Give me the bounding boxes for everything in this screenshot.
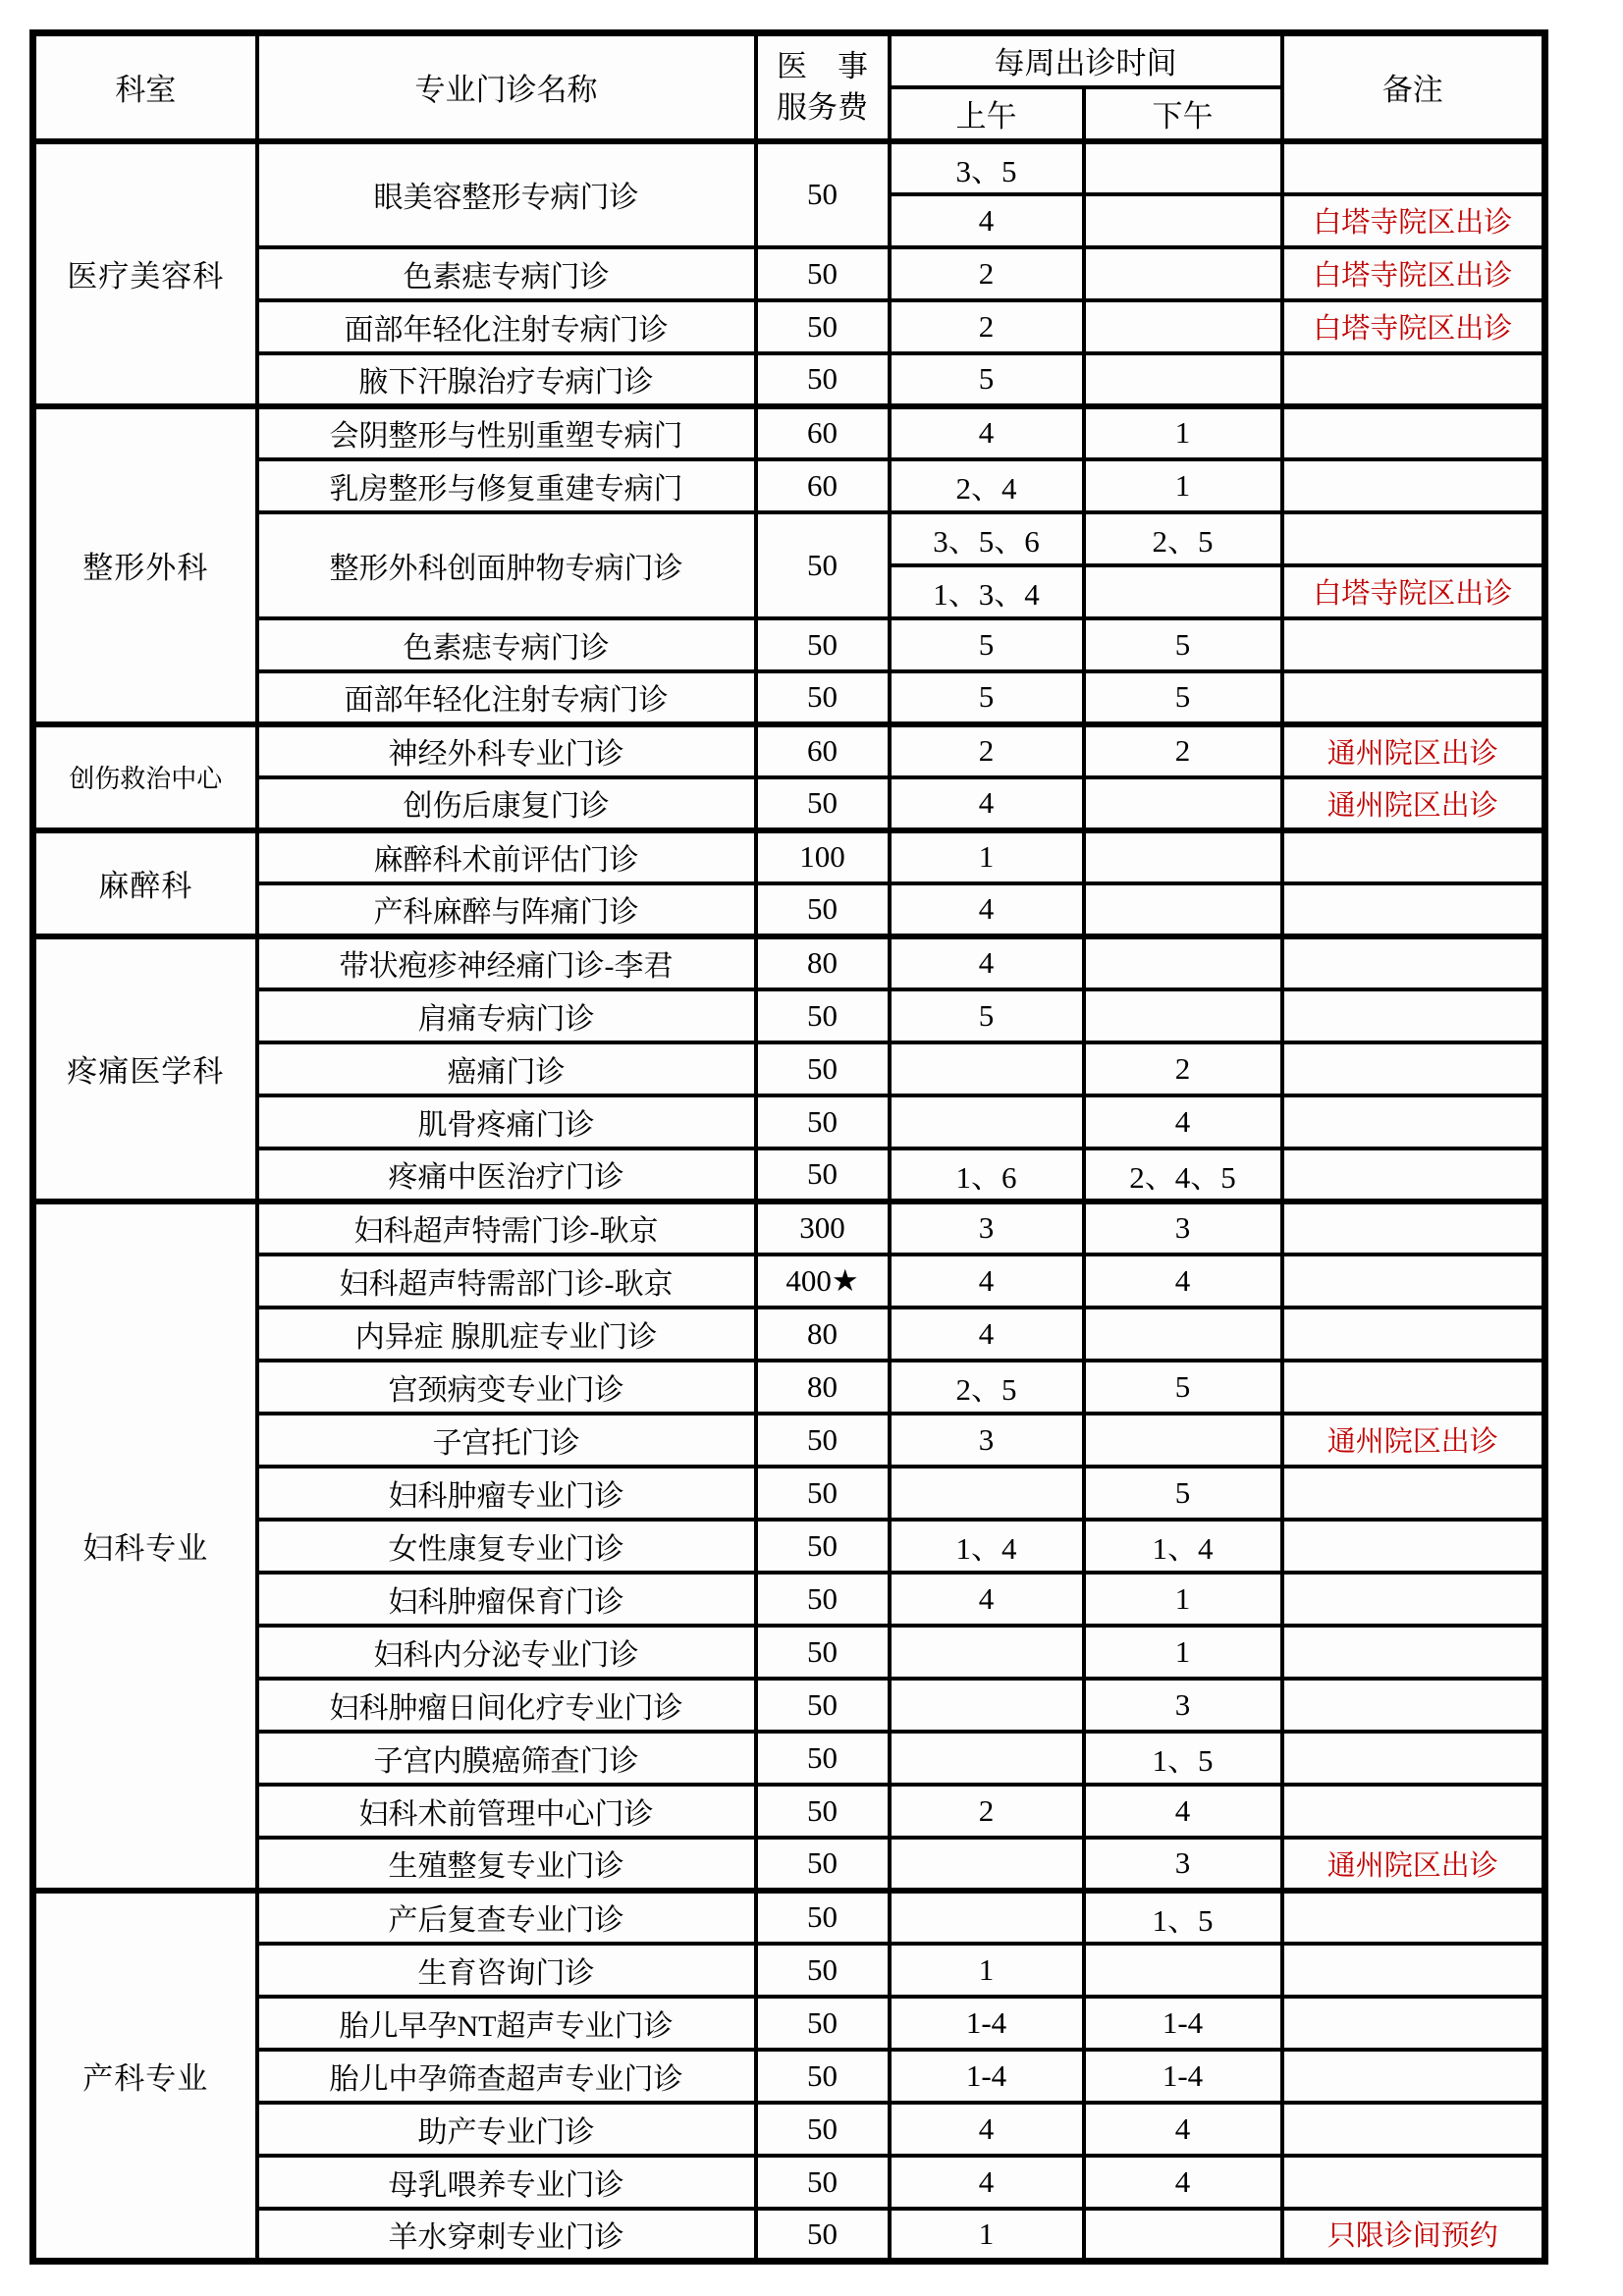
pm-cell: 1 (1084, 406, 1282, 459)
clinic-name-cell: 会阴整形与性别重塑专病门 (257, 406, 756, 459)
table-row (33, 883, 1545, 936)
table-row (33, 1891, 1545, 1944)
remark-cell (1282, 1361, 1545, 1414)
pm-cell: 3 (1084, 1201, 1282, 1255)
fee-cell: 50 (756, 300, 890, 353)
pm-cell (1084, 883, 1282, 936)
fee-cell: 80 (756, 1361, 890, 1414)
clinic-name-cell: 面部年轻化注射专病门诊 (257, 671, 756, 724)
remark-cell (1282, 2156, 1545, 2209)
remark-cell (1282, 1308, 1545, 1361)
fee-cell: 50 (756, 1520, 890, 1573)
clinic-name-cell: 子宫内膜癌筛查门诊 (257, 1732, 756, 1785)
col-header-remark: 备注 (1282, 33, 1545, 141)
remark-cell (1282, 1732, 1545, 1785)
clinic-name-cell: 产后复查专业门诊 (257, 1891, 756, 1944)
fee-cell: 50 (756, 1732, 890, 1785)
table-row (33, 1308, 1545, 1361)
fee-cell: 50 (756, 1095, 890, 1148)
am-cell: 2 (890, 1785, 1084, 1838)
am-cell: 4 (890, 1573, 1084, 1626)
remark-cell: 白塔寺院区出诊 (1282, 565, 1545, 618)
pm-cell (1084, 141, 1282, 194)
remark-cell (1282, 1042, 1545, 1095)
col-header-department: 科室 (33, 33, 257, 141)
am-cell (890, 1891, 1084, 1944)
fee-cell: 80 (756, 936, 890, 989)
pm-cell: 2、4、5 (1084, 1148, 1282, 1201)
fee-cell: 50 (756, 2103, 890, 2156)
am-cell: 2、5 (890, 1361, 1084, 1414)
clinic-name-cell: 母乳喂养专业门诊 (257, 2156, 756, 2209)
remark-cell: 白塔寺院区出诊 (1282, 247, 1545, 300)
fee-cell: 400★ (756, 1255, 890, 1308)
am-cell: 4 (890, 1308, 1084, 1361)
am-cell (890, 1732, 1084, 1785)
fee-cell: 50 (756, 1573, 890, 1626)
am-cell (890, 1626, 1084, 1679)
table-row (33, 1679, 1545, 1732)
pm-cell: 1 (1084, 1626, 1282, 1679)
remark-cell (1282, 1573, 1545, 1626)
remark-cell (1282, 830, 1545, 883)
clinic-name-cell: 内异症 腺肌症专业门诊 (257, 1308, 756, 1361)
table-row (33, 1361, 1545, 1414)
fee-cell: 50 (756, 353, 890, 406)
remark-cell (1282, 1201, 1545, 1255)
table-row (33, 2103, 1545, 2156)
remark-cell (1282, 1255, 1545, 1308)
col-header-pm: 下午 (1084, 87, 1282, 141)
table-row (33, 1838, 1545, 1891)
remark-cell (1282, 512, 1545, 565)
fee-cell: 50 (756, 1891, 890, 1944)
fee-cell: 50 (756, 2209, 890, 2262)
table-row (33, 1785, 1545, 1838)
pm-cell (1084, 353, 1282, 406)
clinic-name-cell: 色素痣专病门诊 (257, 247, 756, 300)
clinic-name-cell: 羊水穿刺专业门诊 (257, 2209, 756, 2262)
am-cell: 4 (890, 406, 1084, 459)
clinic-name-cell: 子宫托门诊 (257, 1414, 756, 1467)
remark-cell (1282, 1944, 1545, 1997)
pm-cell: 4 (1084, 2103, 1282, 2156)
fee-cell: 50 (756, 247, 890, 300)
pm-cell: 4 (1084, 2156, 1282, 2209)
clinic-name-cell: 神经外科专业门诊 (257, 724, 756, 777)
table-row (33, 353, 1545, 406)
am-cell: 4 (890, 2103, 1084, 2156)
am-cell (890, 1838, 1084, 1891)
am-cell: 1-4 (890, 1997, 1084, 2050)
table-row (33, 1732, 1545, 1785)
fee-cell: 300 (756, 1201, 890, 1255)
col-header-am: 上午 (890, 87, 1084, 141)
pm-cell: 4 (1084, 1785, 1282, 1838)
table-row (33, 936, 1545, 989)
pm-cell: 2 (1084, 1042, 1282, 1095)
table-row (33, 1520, 1545, 1573)
department-cell: 整形外科 (33, 406, 257, 724)
table-row (33, 724, 1545, 777)
pm-cell: 1、5 (1084, 1732, 1282, 1785)
fee-cell: 50 (756, 1944, 890, 1997)
remark-cell: 白塔寺院区出诊 (1282, 300, 1545, 353)
am-cell: 2 (890, 300, 1084, 353)
remark-cell (1282, 1520, 1545, 1573)
table-row (33, 512, 1545, 565)
fee-cell: 60 (756, 724, 890, 777)
fee-cell: 50 (756, 2156, 890, 2209)
table-row (33, 1573, 1545, 1626)
am-cell: 4 (890, 2156, 1084, 2209)
table-row (33, 2209, 1545, 2262)
remark-cell (1282, 406, 1545, 459)
pm-cell: 1-4 (1084, 2050, 1282, 2103)
remark-cell (1282, 1626, 1545, 1679)
clinic-name-cell: 肌骨疼痛门诊 (257, 1095, 756, 1148)
pm-cell (1084, 830, 1282, 883)
clinic-name-cell: 创伤后康复门诊 (257, 777, 756, 830)
pm-cell (1084, 1308, 1282, 1361)
clinic-name-cell: 女性康复专业门诊 (257, 1520, 756, 1573)
remark-cell (1282, 1679, 1545, 1732)
fee-cell: 80 (756, 1308, 890, 1361)
am-cell (890, 1467, 1084, 1520)
table-row (33, 1626, 1545, 1679)
col-header-clinic-name: 专业门诊名称 (257, 33, 756, 141)
table-row (33, 777, 1545, 830)
clinic-name-cell: 胎儿早孕NT超声专业门诊 (257, 1997, 756, 2050)
pm-cell: 5 (1084, 618, 1282, 671)
am-cell: 1、4 (890, 1520, 1084, 1573)
department-cell: 创伤救治中心 (33, 724, 257, 830)
clinic-name-cell: 助产专业门诊 (257, 2103, 756, 2156)
pm-cell: 1-4 (1084, 1997, 1282, 2050)
remark-cell (1282, 1997, 1545, 2050)
remark-cell (1282, 2050, 1545, 2103)
remark-cell: 通州院区出诊 (1282, 1414, 1545, 1467)
pm-cell (1084, 194, 1282, 247)
am-cell: 5 (890, 671, 1084, 724)
pm-cell: 1 (1084, 1573, 1282, 1626)
clinic-name-cell: 带状疱疹神经痛门诊-李君 (257, 936, 756, 989)
table-row (33, 1148, 1545, 1201)
remark-cell (1282, 1148, 1545, 1201)
pm-cell (1084, 300, 1282, 353)
am-cell: 4 (890, 777, 1084, 830)
fee-cell: 50 (756, 1467, 890, 1520)
table-row (33, 2156, 1545, 2209)
clinic-name-cell: 整形外科创面肿物专病门诊 (257, 512, 756, 618)
pm-cell (1084, 2209, 1282, 2262)
fee-cell: 50 (756, 618, 890, 671)
fee-cell: 50 (756, 883, 890, 936)
remark-cell (1282, 618, 1545, 671)
clinic-name-cell: 乳房整形与修复重建专病门 (257, 459, 756, 512)
col-header-fee-line1: 医 事 (777, 48, 868, 83)
remark-cell: 通州院区出诊 (1282, 724, 1545, 777)
pm-cell: 2、5 (1084, 512, 1282, 565)
remark-cell (1282, 141, 1545, 194)
am-cell: 1-4 (890, 2050, 1084, 2103)
clinic-name-cell: 腋下汗腺治疗专病门诊 (257, 353, 756, 406)
pm-cell: 4 (1084, 1095, 1282, 1148)
table-row (33, 1997, 1545, 2050)
remark-cell: 通州院区出诊 (1282, 1838, 1545, 1891)
am-cell: 2、4 (890, 459, 1084, 512)
remark-cell (1282, 671, 1545, 724)
am-cell: 1 (890, 2209, 1084, 2262)
am-cell: 3、5 (890, 141, 1084, 194)
am-cell: 5 (890, 618, 1084, 671)
table-row (33, 618, 1545, 671)
table-row (33, 141, 1545, 194)
pm-cell: 5 (1084, 671, 1282, 724)
fee-cell: 50 (756, 2050, 890, 2103)
clinic-name-cell: 妇科内分泌专业门诊 (257, 1626, 756, 1679)
clinic-name-cell: 妇科术前管理中心门诊 (257, 1785, 756, 1838)
fee-cell: 100 (756, 830, 890, 883)
clinic-name-cell: 疼痛中医治疗门诊 (257, 1148, 756, 1201)
table-row (33, 406, 1545, 459)
clinic-name-cell: 生殖整复专业门诊 (257, 1838, 756, 1891)
am-cell: 1 (890, 1944, 1084, 1997)
fee-cell: 50 (756, 512, 890, 618)
department-cell: 疼痛医学科 (33, 936, 257, 1201)
pm-cell: 1 (1084, 459, 1282, 512)
remark-cell (1282, 1095, 1545, 1148)
clinic-schedule-table (29, 29, 1548, 2265)
am-cell: 4 (890, 1255, 1084, 1308)
schedule-table-body (33, 141, 1545, 2262)
remark-cell: 白塔寺院区出诊 (1282, 194, 1545, 247)
remark-cell (1282, 1891, 1545, 1944)
remark-cell: 只限诊间预约 (1282, 2209, 1545, 2262)
department-cell: 妇科专业 (33, 1201, 257, 1891)
table-row (33, 830, 1545, 883)
table-row (33, 1414, 1545, 1467)
fee-cell: 60 (756, 459, 890, 512)
am-cell: 5 (890, 353, 1084, 406)
pm-cell: 3 (1084, 1679, 1282, 1732)
fee-cell: 50 (756, 1626, 890, 1679)
clinic-name-cell: 生育咨询门诊 (257, 1944, 756, 1997)
fee-cell: 50 (756, 1838, 890, 1891)
fee-cell: 50 (756, 777, 890, 830)
am-cell (890, 1679, 1084, 1732)
pm-cell: 1、4 (1084, 1520, 1282, 1573)
clinic-name-cell: 产科麻醉与阵痛门诊 (257, 883, 756, 936)
table-row (33, 1095, 1545, 1148)
col-header-fee-line2: 服务费 (777, 89, 868, 125)
fee-cell: 50 (756, 1785, 890, 1838)
clinic-name-cell: 胎儿中孕筛查超声专业门诊 (257, 2050, 756, 2103)
fee-cell: 50 (756, 1148, 890, 1201)
am-cell: 3 (890, 1414, 1084, 1467)
pm-cell: 4 (1084, 1255, 1282, 1308)
remark-cell: 通州院区出诊 (1282, 777, 1545, 830)
table-row (33, 1944, 1545, 1997)
clinic-name-cell: 妇科肿瘤保育门诊 (257, 1573, 756, 1626)
am-cell: 2 (890, 724, 1084, 777)
clinic-name-cell: 麻醉科术前评估门诊 (257, 830, 756, 883)
table-header (33, 33, 1545, 141)
fee-cell: 60 (756, 406, 890, 459)
clinic-name-cell: 色素痣专病门诊 (257, 618, 756, 671)
table-row (33, 2050, 1545, 2103)
table-row (33, 1042, 1545, 1095)
clinic-name-cell: 宫颈病变专业门诊 (257, 1361, 756, 1414)
pm-cell (1084, 247, 1282, 300)
remark-cell (1282, 936, 1545, 989)
clinic-name-cell: 妇科肿瘤日间化疗专业门诊 (257, 1679, 756, 1732)
clinic-name-cell: 妇科肿瘤专业门诊 (257, 1467, 756, 1520)
pm-cell (1084, 936, 1282, 989)
clinic-name-cell: 肩痛专病门诊 (257, 989, 756, 1042)
remark-cell (1282, 353, 1545, 406)
am-cell: 2 (890, 247, 1084, 300)
pm-cell (1084, 565, 1282, 618)
am-cell: 4 (890, 883, 1084, 936)
table-row (33, 671, 1545, 724)
am-cell: 1 (890, 830, 1084, 883)
pm-cell: 5 (1084, 1361, 1282, 1414)
header-row-1 (33, 33, 1545, 87)
am-cell: 4 (890, 194, 1084, 247)
am-cell (890, 1095, 1084, 1148)
fee-cell: 50 (756, 1679, 890, 1732)
table-row (33, 459, 1545, 512)
remark-cell (1282, 2103, 1545, 2156)
pm-cell: 5 (1084, 1467, 1282, 1520)
pm-cell (1084, 1414, 1282, 1467)
fee-cell: 50 (756, 1042, 890, 1095)
am-cell: 1、6 (890, 1148, 1084, 1201)
fee-cell: 50 (756, 989, 890, 1042)
pm-cell: 1、5 (1084, 1891, 1282, 1944)
remark-cell (1282, 883, 1545, 936)
fee-cell: 50 (756, 141, 890, 247)
am-cell: 1、3、4 (890, 565, 1084, 618)
table-row (33, 247, 1545, 300)
pm-cell (1084, 777, 1282, 830)
table-row (33, 989, 1545, 1042)
remark-cell (1282, 459, 1545, 512)
am-cell: 4 (890, 936, 1084, 989)
pm-cell: 2 (1084, 724, 1282, 777)
department-cell: 医疗美容科 (33, 141, 257, 406)
am-cell (890, 1042, 1084, 1095)
table-row (33, 1255, 1545, 1308)
pm-cell: 3 (1084, 1838, 1282, 1891)
clinic-name-cell: 妇科超声特需部门诊-耿京 (257, 1255, 756, 1308)
clinic-name-cell: 眼美容整形专病门诊 (257, 141, 756, 247)
fee-cell: 50 (756, 1414, 890, 1467)
fee-cell: 50 (756, 671, 890, 724)
pm-cell (1084, 989, 1282, 1042)
clinic-name-cell: 面部年轻化注射专病门诊 (257, 300, 756, 353)
department-cell: 产科专业 (33, 1891, 257, 2262)
table-row (33, 300, 1545, 353)
fee-cell: 50 (756, 1997, 890, 2050)
remark-cell (1282, 1467, 1545, 1520)
am-cell: 5 (890, 989, 1084, 1042)
department-cell: 麻醉科 (33, 830, 257, 936)
col-header-fee (756, 33, 890, 141)
clinic-name-cell: 妇科超声特需门诊-耿京 (257, 1201, 756, 1255)
am-cell: 3 (890, 1201, 1084, 1255)
am-cell: 3、5、6 (890, 512, 1084, 565)
remark-cell (1282, 1785, 1545, 1838)
clinic-name-cell: 癌痛门诊 (257, 1042, 756, 1095)
table-row (33, 1467, 1545, 1520)
remark-cell (1282, 989, 1545, 1042)
pm-cell (1084, 1944, 1282, 1997)
table-row (33, 1201, 1545, 1255)
col-header-schedule: 每周出诊时间 (890, 33, 1282, 87)
